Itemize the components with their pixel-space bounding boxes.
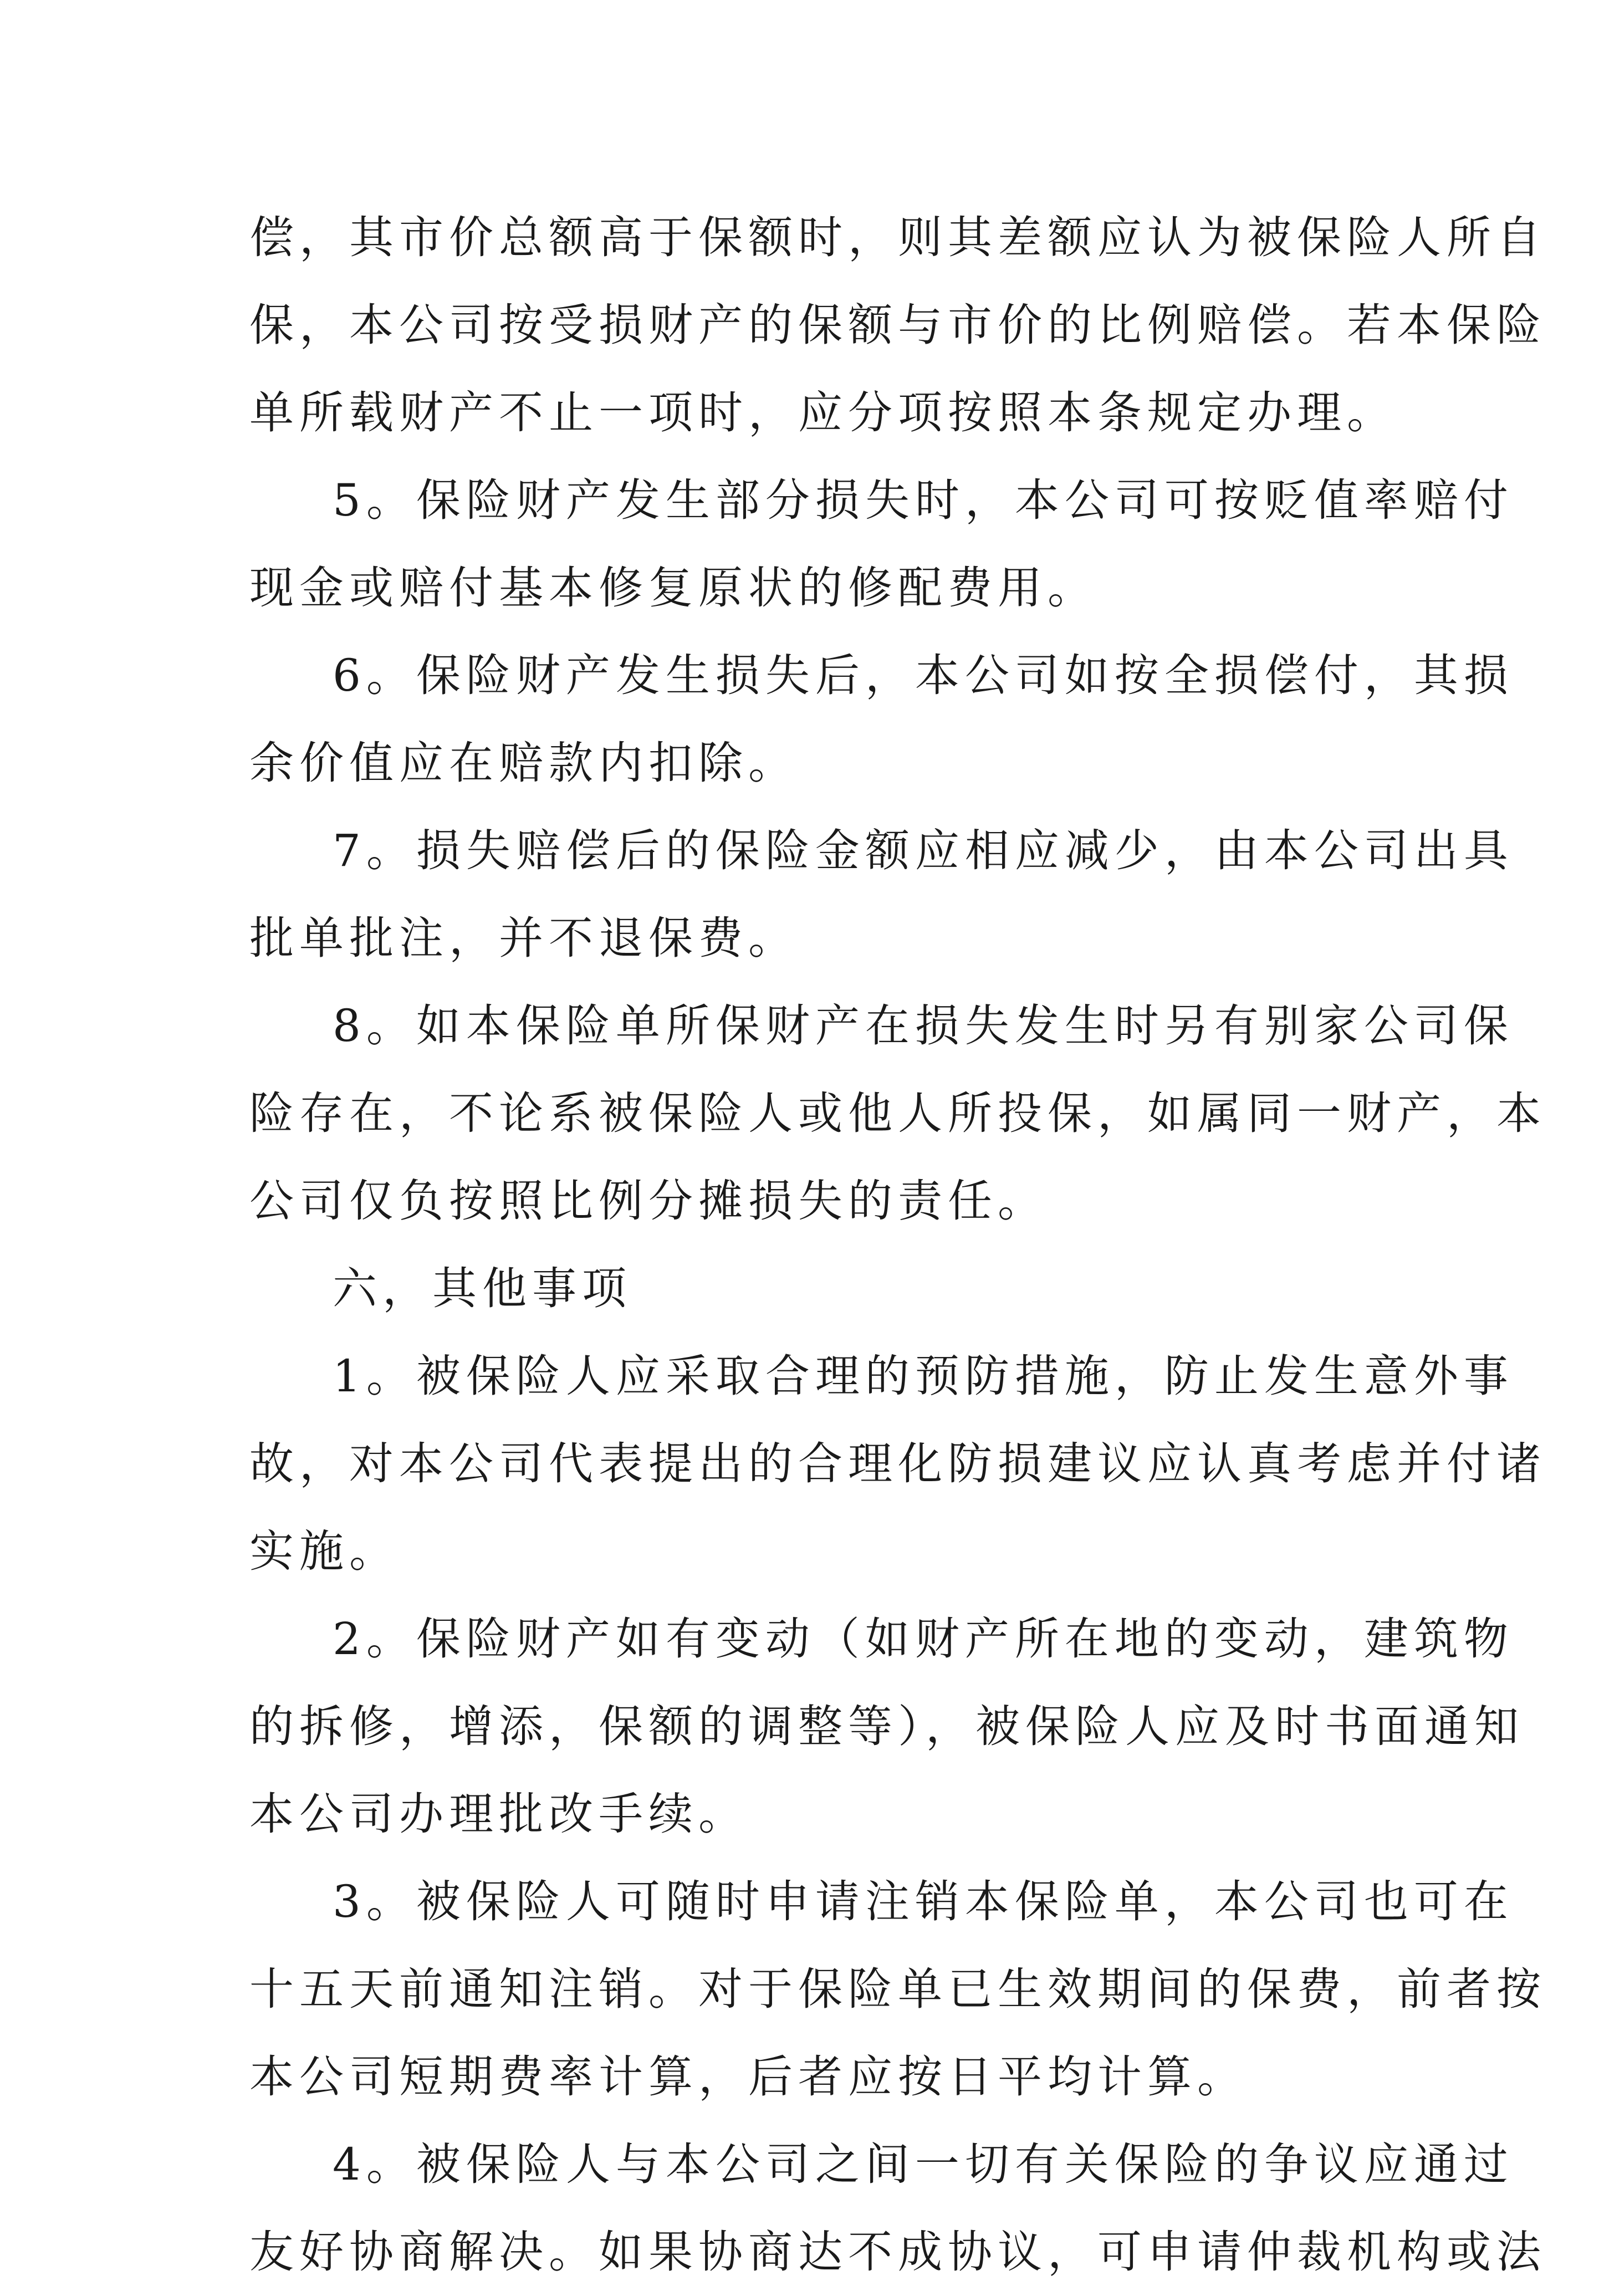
text-line: 的拆修，增添，保额的调整等），被保险人应及时书面通知 <box>249 1701 1524 1752</box>
text-line: 实施。 <box>249 1525 399 1577</box>
text-line: 故，对本公司代表提出的合理化防损建议应认真考虑并付诸 <box>249 1438 1546 1489</box>
section-heading: 六，其他事项 <box>333 1263 632 1314</box>
text-line: 6。保险财产发生损失后，本公司如按全损偿付，其损 <box>333 650 1514 701</box>
text-line: 5。保险财产发生部分损失时，本公司可按贬值率赔付 <box>333 474 1514 526</box>
text-line: 2。保险财产如有变动（如财产所在地的变动，建筑物 <box>333 1613 1514 1665</box>
text-line: 本公司短期费率计算，后者应按日平均计算。 <box>249 2051 1247 2103</box>
text-line: 保，本公司按受损财产的保额与市价的比例赔偿。若本保险 <box>249 299 1546 351</box>
text-line: 批单批注，并不退保费。 <box>249 912 798 964</box>
text-line: 1。被保险人应采取合理的预防措施，防止发生意外事 <box>333 1350 1514 1402</box>
text-line: 本公司办理批改手续。 <box>249 1788 748 1840</box>
text-line: 单所载财产不止一项时，应分项按照本条规定办理。 <box>249 387 1397 438</box>
text-line: 4。被保险人与本公司之间一切有关保险的争议应通过 <box>333 2139 1514 2190</box>
text-line: 十五天前通知注销。对于保险单已生效期间的保费，前者按 <box>249 1963 1546 2015</box>
text-line: 友好协商解决。如果协商达不成协议，可申请仲裁机构或法 <box>249 2226 1546 2278</box>
text-line: 险存在，不论系被保险人或他人所投保，如属同一财产，本 <box>249 1088 1546 1139</box>
document-body <box>249 194 1546 2296</box>
text-line: 偿，其市价总额高于保额时，则其差额应认为被保险人所自 <box>249 212 1546 263</box>
text-line: 8。如本保险单所保财产在损失发生时另有别家公司保 <box>333 1000 1514 1052</box>
text-line: 现金或赔付基本修复原状的修配费用。 <box>249 562 1097 614</box>
text-line: 公司仅负按照比例分摊损失的责任。 <box>249 1175 1048 1227</box>
text-line: 余价值应在赔款内扣除。 <box>249 737 798 789</box>
text-line: 7。损失赔偿后的保险金额应相应减少，由本公司出具 <box>333 825 1514 876</box>
text-line: 3。被保险人可随时申请注销本保险单，本公司也可在 <box>333 1876 1514 1927</box>
